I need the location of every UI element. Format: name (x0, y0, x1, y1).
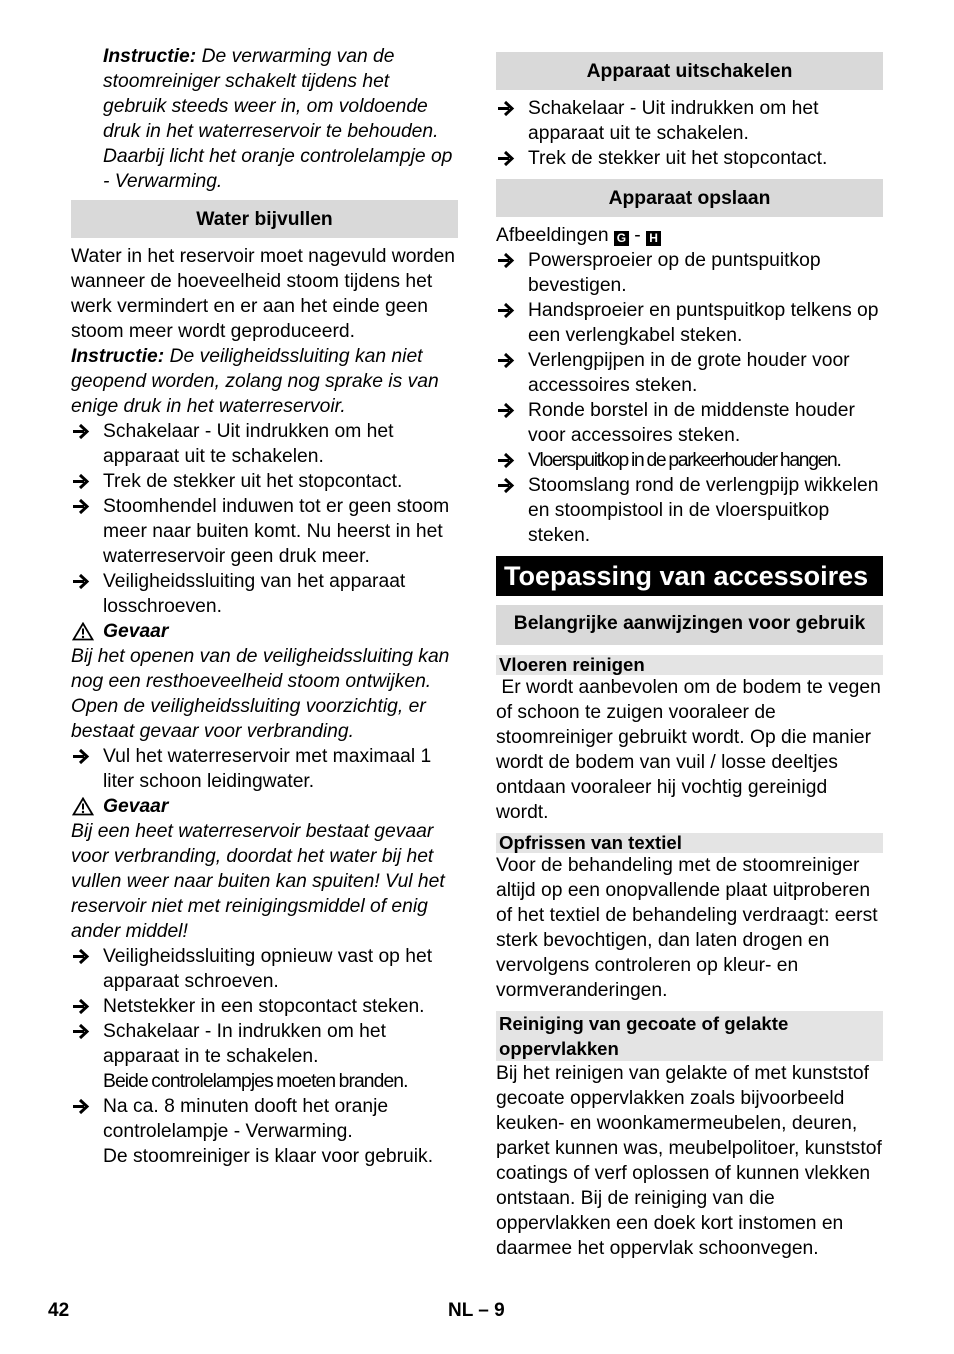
arrow-right-icon (71, 744, 93, 769)
section-page-number: NL – 9 (448, 1300, 505, 1321)
result-note: Beide controlelampjes moeten branden. (103, 1071, 408, 1092)
list-item-text: Veiligheidssluiting van het apparaat losschroeven. (103, 571, 406, 617)
right-column (496, 52, 887, 1261)
arrow-right-icon (71, 469, 93, 494)
coated-paragraph: Bij het reinigen van gelakte of met kunststof gecoate oppervlakken zoals bijvoorbeeld keuken- en woonkamermeubelen, deuren, parket kunnen was, meubelpolitoer, kunststof coatings of verf oplossen of kunnen vlekken ontstaan. Bij de reiniging van die oppervlakken een doek kort instomen en daarmee het oppervlak schoonvegen. (496, 1063, 882, 1259)
water-paragraph: Water in het reservoir moet nagevuld worden wanneer de hoeveelheid stoom tijdens het werk vermindert en er aan het einde geen stoom meer wordt geproduceerd. (71, 246, 456, 342)
list-item-text: Schakelaar - Uit indrukken om het apparaat uit te schakelen. (528, 98, 819, 144)
page-number: 42 (48, 1300, 70, 1321)
arrow-right-icon (496, 146, 518, 171)
left-column (71, 44, 458, 1169)
note-safety (71, 344, 458, 419)
section-heading-store: Apparaat opslaan (496, 179, 883, 217)
list-item (71, 469, 458, 494)
floors-paragraph: Er wordt aanbevolen om de bodem te vegen of schoon te zuigen vooraleer de stoomreiniger gebruikt wordt. Op die manier wordt de bodem van vuil / losse deeltjes ontdaan vooraleer hij vochtig gereinigd wordt. (496, 677, 887, 823)
list-item (71, 569, 458, 619)
subheading-textile: Opfrissen van textiel (496, 833, 883, 853)
note-text: De verwarming van de stoomreiniger schakelt tijdens het gebruik steeds weer in, om voldoende druk in het waterreservoir te behouden. Daarbij licht het oranje controlelampje op - Verwarming. (103, 46, 453, 192)
arrow-right-icon (496, 248, 518, 273)
arrow-right-icon (71, 569, 93, 594)
arrow-right-icon (71, 1094, 93, 1119)
list-item (496, 348, 883, 398)
list-item-text: Schakelaar - Uit indrukken om het apparaat uit te schakelen. (103, 421, 394, 467)
list-item (71, 1019, 458, 1069)
list-item (71, 744, 458, 794)
list-item-text: Schakelaar - In indrukken om het apparaat in te schakelen. (103, 1021, 386, 1067)
danger-text: Bij het openen van de veiligheidssluiting kan nog een resthoeveelheid stoom ontwijken. Open de veiligheidssluiting voorzichtig, er bestaat gevaar voor verbranding. (71, 646, 450, 742)
list-item-text: Trek de stekker uit het stopcontact. (528, 148, 828, 169)
list-item (496, 473, 883, 548)
list-item (496, 398, 883, 448)
list-item-text: Vloerspuitkop in de parkeerhouder hangen. (528, 450, 841, 471)
arrow-right-icon (496, 448, 518, 473)
section-heading-water: Water bijvullen (71, 200, 458, 238)
list-item-text: Na ca. 8 minuten dooft het oranje controlelampje - Verwarming. (103, 1096, 389, 1142)
arrow-right-icon (71, 1019, 93, 1044)
list-item-text: Verlengpijpen in de grote houder voor accessoires steken. (528, 350, 850, 396)
list-item-text: Handsproeier en puntspuitkop telkens op een verlengkabel steken. (528, 300, 879, 346)
figures-label: Afbeeldingen (496, 225, 609, 246)
list-item-text: Trek de stekker uit het stopcontact. (103, 471, 403, 492)
arrow-right-icon (71, 494, 93, 519)
arrow-right-icon (496, 348, 518, 373)
list-item-text: Veiligheidssluiting opnieuw vast op het apparaat schroeven. (103, 946, 433, 992)
arrow-right-icon (496, 96, 518, 121)
result-note: De stoomreiniger is klaar voor gebruik. (103, 1146, 434, 1167)
list-item-text: Ronde borstel in de middenste houder voor accessoires steken. (528, 400, 855, 446)
chapter-heading: Toepassing van accessoires (496, 556, 883, 596)
list-item (496, 146, 883, 171)
arrow-right-icon (71, 944, 93, 969)
danger-heading (71, 619, 458, 644)
list-item (496, 96, 883, 146)
note-label: Instructie: (103, 46, 197, 67)
list-item (71, 419, 458, 469)
list-item (71, 494, 458, 569)
note-label: Instructie: (71, 346, 165, 367)
warning-triangle-icon (72, 622, 94, 641)
danger-text: Bij een heet waterreservoir bestaat gevaar voor verbranding, doordat het water bij het vullen weer naar buiten kan spuiten! Vul het reservoir niet met reinigingsmiddel of enig ander middel! (71, 821, 445, 942)
list-item (71, 944, 458, 994)
arrow-right-icon (496, 298, 518, 323)
note-heating (71, 44, 458, 194)
danger-heading (71, 794, 458, 819)
note-text: De veiligheidssluiting kan niet geopend worden, zolang nog sprake is van enige druk in het waterreservoir. (71, 346, 439, 417)
list-item-text: Stoomslang rond de verlengpijp wikkelen en stoompistool in de vloerspuitkop steken. (528, 475, 879, 546)
figures-reference (496, 223, 883, 248)
list-item (496, 298, 883, 348)
list-item-text: Netstekker in een stopcontact steken. (103, 996, 425, 1017)
figures-dash: - (634, 225, 641, 246)
subheading-floors: Vloeren reinigen (496, 655, 883, 675)
arrow-right-icon (496, 398, 518, 423)
warning-triangle-icon (72, 797, 94, 816)
list-item-text: Powersproeier op de puntspuitkop bevestigen. (528, 250, 821, 296)
list-item (496, 448, 883, 473)
danger-label: Gevaar (103, 796, 169, 817)
arrow-right-icon (496, 473, 518, 498)
arrow-right-icon (71, 994, 93, 1019)
list-item (496, 248, 883, 298)
list-item-text: Stoomhendel induwen tot er geen stoom meer naar buiten komt. Nu heerst in het waterreservoir geen druk meer. (103, 496, 450, 567)
section-heading-tips: Belangrijke aanwijzingen voor gebruik (496, 605, 883, 645)
list-item (71, 994, 458, 1019)
list-item (71, 1094, 458, 1144)
subheading-coated: Reiniging van gecoate of gelakte oppervlakken (496, 1011, 883, 1061)
list-item-text: Vul het waterreservoir met maximaal 1 liter schoon leidingwater. (103, 746, 432, 792)
danger-label: Gevaar (103, 621, 169, 642)
section-heading-off: Apparaat uitschakelen (496, 52, 883, 90)
arrow-right-icon (71, 419, 93, 444)
figure-box-h: H (646, 231, 661, 246)
figure-box-g: G (614, 231, 629, 246)
textile-paragraph: Voor de behandeling met de stoomreiniger altijd op een onopvallende plaat uitproberen of het textiel de behandeling verdraagt: eerst sterk bevochtigen, dan laten drogen en vervolgens controleren op kleur- en vormveranderingen. (496, 855, 878, 1001)
